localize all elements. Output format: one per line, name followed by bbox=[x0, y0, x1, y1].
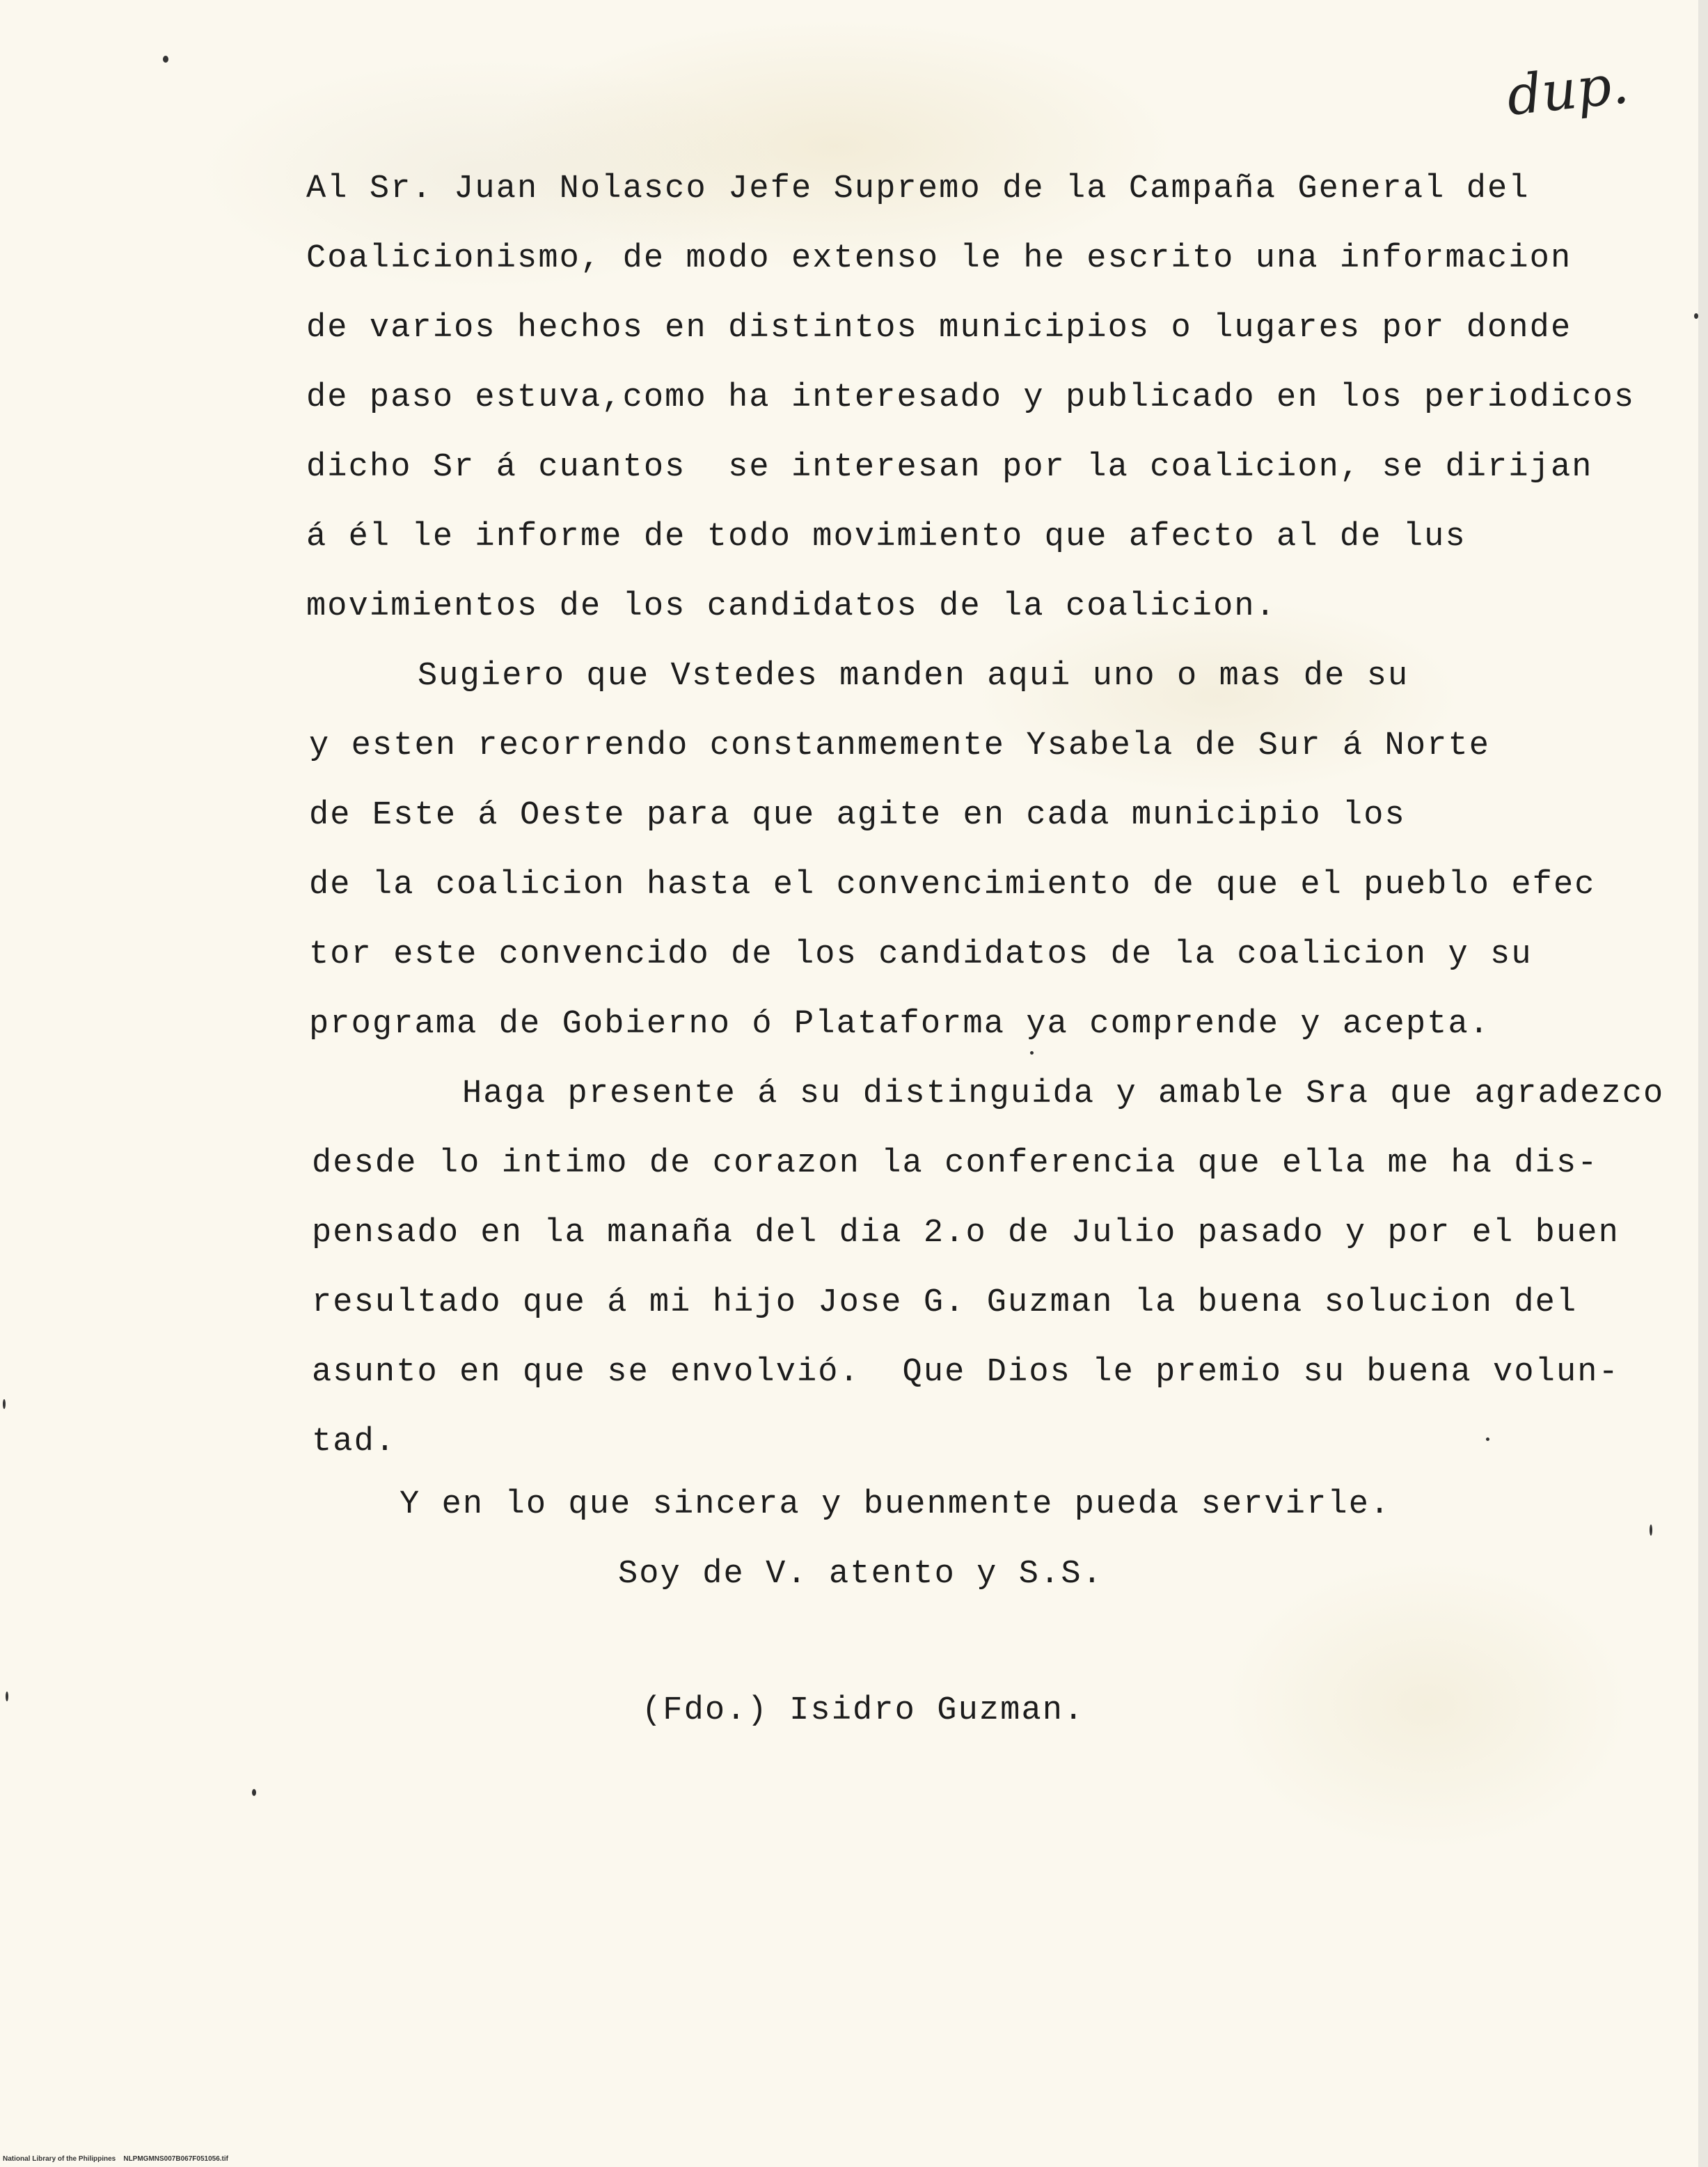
body-line-4: de paso estuva,como ha interesado y publicado en los periodicos bbox=[306, 379, 1636, 416]
body-line-17: resultado que á mi hijo Jose G. Guzman la buena solucion del bbox=[312, 1284, 1578, 1321]
body-line-2: Coalicionismo, de modo extenso le he escrito una informacion bbox=[306, 240, 1572, 277]
body-line-13: programa de Gobierno ó Plataforma ya comprende y acepta. bbox=[309, 1006, 1491, 1043]
body-line-18: asunto en que se envolvió. Que Dios le premio su buena volun- bbox=[312, 1354, 1620, 1391]
body-line-7: movimientos de los candidatos de la coalicion. bbox=[306, 588, 1277, 625]
speck bbox=[252, 1789, 256, 1796]
speck bbox=[3, 1399, 6, 1409]
body-line-3: de varios hechos en distintos municipios o lugares por donde bbox=[306, 310, 1572, 347]
scan-edge bbox=[1698, 0, 1708, 2167]
body-line-5: dicho Sr á cuantos se interesan por la coalicion, se dirijan bbox=[306, 449, 1593, 486]
archive-footer: National Library of the Philippines NLPMGMNS007B067F051056.tif bbox=[3, 2155, 228, 2163]
body-line-9: y esten recorrendo constanmemente Ysabela de Sur á Norte bbox=[309, 727, 1491, 764]
speck bbox=[1650, 1524, 1652, 1536]
speck bbox=[1486, 1437, 1489, 1441]
closing-line: Y en lo que sincera y buenmente pueda servirle. bbox=[400, 1486, 1391, 1523]
body-line-6: á él le informe de todo movimiento que afecto al de lus bbox=[306, 519, 1466, 555]
speck bbox=[1030, 1051, 1034, 1055]
body-line-11: de la coalicion hasta el convencimiento de que el pueblo efec bbox=[309, 867, 1596, 904]
signature-line: (Fdo.) Isidro Guzman. bbox=[642, 1692, 1085, 1729]
body-line-19: tad. bbox=[312, 1424, 397, 1460]
speck bbox=[163, 56, 168, 63]
body-line-10: de Este á Oeste para que agite en cada municipio los bbox=[309, 797, 1406, 834]
speck bbox=[6, 1692, 8, 1701]
body-line-16: pensado en la manaña del dia 2.o de Julio pasado y por el buen bbox=[312, 1215, 1620, 1252]
body-line-14: Haga presente á su distinguida y amable Sra que agradezco bbox=[462, 1075, 1665, 1112]
body-line-15: desde lo intimo de corazon la conferencia que ella me ha dis- bbox=[312, 1145, 1599, 1182]
body-line-12: tor este convencido de los candidatos de la coalicion y su bbox=[309, 936, 1533, 973]
salutation-line: Soy de V. atento y S.S. bbox=[618, 1556, 1104, 1593]
body-line-8: Sugiero que Vstedes manden aqui uno o mas de su bbox=[418, 658, 1409, 695]
body-line-1: Al Sr. Juan Nolasco Jefe Supremo de la Campaña General del bbox=[306, 171, 1530, 207]
handwritten-annotation: dup. bbox=[1503, 53, 1632, 128]
